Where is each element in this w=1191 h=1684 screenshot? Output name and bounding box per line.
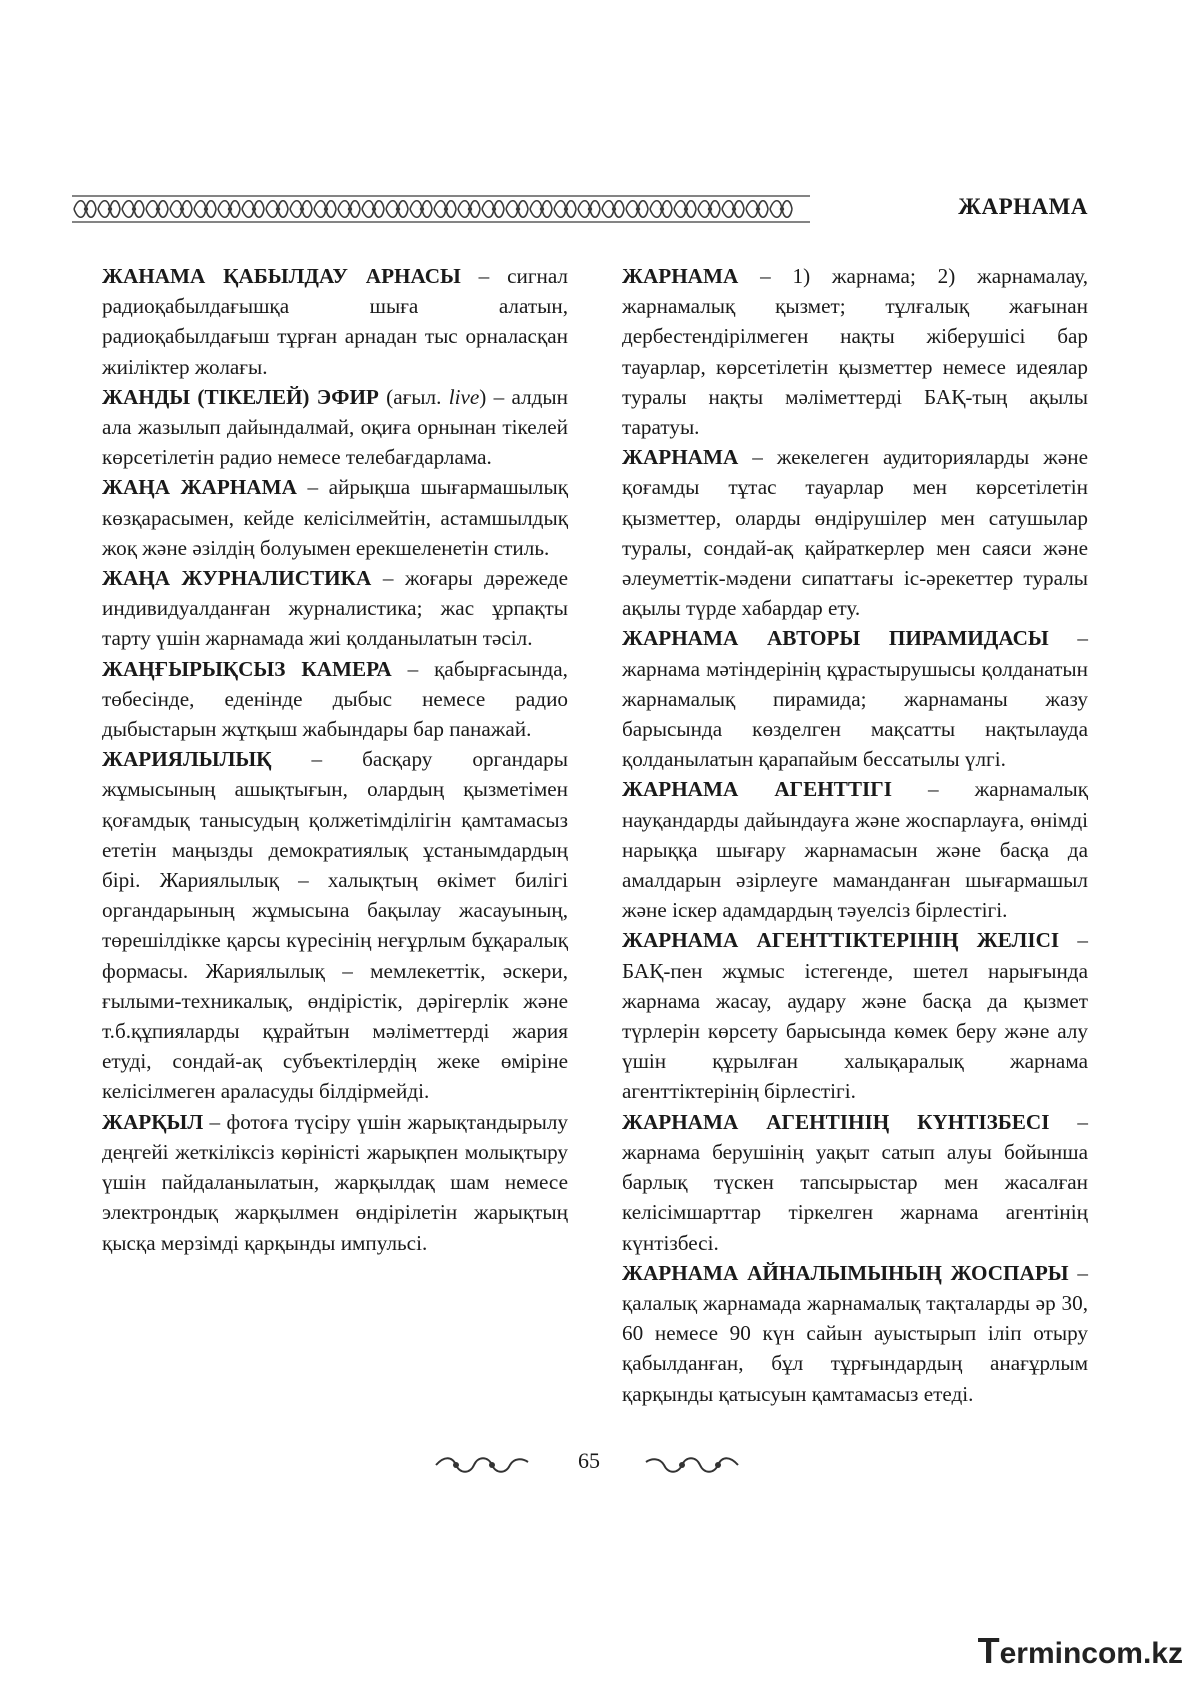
- entry-term: ЖАРНАМА АВТОРЫ ПИРАМИДАСЫ: [622, 626, 1049, 651]
- left-column: [102, 261, 568, 1409]
- ornament-motif: [146, 201, 168, 218]
- entry-definition: – басқару органдары жұмысының ашықтығын, олардың қызметімен қоғамдық танысудың қолжетімділігін қамтамасыз ететін маңызды демократиялық ұстанымдардың бірі. Жариялылық – халықтың өкімет билігі органдарының жұмысына бақылау жасауының, төрешілдікке қарсы күресінің неғұрлым бұқаралық формасы. Жариялылық – мемлекеттік, әскери, ғылыми-техникалық, өндірістік, дәрігерлік және т.б.құпияларды құрайтын мәліметтерді жария етуді, сондай-ақ субъектілердің жеке өміріне келісілмеген араласуды білдірмейді.: [102, 747, 568, 1104]
- ornament-motif: [74, 201, 96, 218]
- entry: [102, 472, 568, 563]
- entry: [102, 261, 568, 382]
- entry: [622, 774, 1088, 925]
- entry-definition: – жарнамалық науқандарды дайындауға және жоспарлауға, өнімді нарыққа шығару жарнамасын және басқа да амалдарын әзірлеуге маманданған шығармашыл және іскер адамдардың тәуелсіз бірлестігі.: [622, 777, 1088, 923]
- entry: [102, 654, 568, 745]
- ornament-motif: [314, 201, 336, 218]
- ornament-motif: [386, 201, 408, 218]
- entry-definition: – 1) жарнама; 2) жарнамалау, жарнамалық қызмет; тұлғалық жағынан дербестендірілмеген нақты жіберушісі бар тауарлар, көрсетілетін қызметтер немесе идеялар туралы нақты мәліметтерді БАҚ-тың ақылы таратуы.: [622, 264, 1088, 440]
- entry: [102, 744, 568, 1106]
- ornament-motif: [650, 201, 672, 218]
- scroll-flourish-right-icon: [642, 1452, 742, 1478]
- scroll-flourish-left-icon: [432, 1452, 532, 1478]
- entry: [102, 563, 568, 654]
- ornament-motif: [578, 201, 600, 218]
- page-number: 65: [578, 1448, 600, 1473]
- entry-definition: – айрықша шығармашылық көзқарасымен, кейде келісілмейтін, астамшылдық жоқ және әзілдің болуымен ерекшеленетін стиль.: [102, 475, 568, 560]
- entry-term: ЖАРНАМА АГЕНТТІКТЕРІНІҢ ЖЕЛІСІ: [622, 928, 1060, 953]
- ornament-motif: [122, 201, 144, 218]
- entry: [622, 261, 1088, 442]
- ornament-motif: [242, 201, 264, 218]
- ornament-motif: [338, 201, 360, 218]
- entry: [622, 925, 1088, 1106]
- entry-term: ЖАРНАМА АГЕНТІНІҢ КҮНТІЗБЕСІ: [622, 1109, 1050, 1134]
- ornament-motif: [554, 201, 576, 218]
- entry-definition: – жарнама берушінің уақыт сатып алуы бойынша барлық түскен тапсырыстар мен жасалған келісімшарттар тіркелген жарнама агентінің күнтізбесі.: [622, 1109, 1088, 1255]
- ornament-motif: [98, 201, 120, 218]
- ornament-motif: [602, 201, 624, 218]
- entry-term: ЖАҢА ЖУРНАЛИСТИКА: [102, 566, 372, 591]
- entry-definition: – сигнал радиоқабылдағышқа шыға алатын, радиоқабылдағыш тұрған арнадан тыс орналасқан жиіліктер жолағы.: [102, 264, 569, 379]
- page-header: [72, 192, 1088, 228]
- ornament-motif: [530, 201, 552, 218]
- entry-term: ЖАРНАМА АЙНАЛЫМЫНЫҢ ЖОСПАРЫ: [622, 1260, 1069, 1285]
- ornament-motif: [482, 201, 504, 218]
- page-footer: [0, 1444, 1191, 1484]
- entry: [102, 1107, 568, 1258]
- entry-term: ЖАҢА ЖАРНАМА: [102, 475, 297, 500]
- entry-note-italic: live: [448, 384, 480, 409]
- entry-definition: – фотоға түсіру үшін жарықтандырылу деңгейі жеткіліксіз көріністі жарықпен молықтыру үшін пайдаланылатын, жарқылдақ шам немесе электрондық жарқылмен өндірілетін жарықтың қысқа мерзімді қарқынды импульсі.: [102, 1109, 568, 1255]
- entry: [102, 382, 568, 473]
- entry-term: ЖАРНАМА: [622, 445, 739, 470]
- entry: [622, 623, 1088, 774]
- watermark-prefix: T: [977, 1630, 1000, 1671]
- entry-term: ЖАРНАМА: [622, 264, 739, 288]
- site-watermark: [978, 1630, 1183, 1672]
- entry-note: (ағыл.: [378, 384, 449, 409]
- ornament-motif: [626, 201, 648, 218]
- ornament-motif: [770, 201, 792, 218]
- ornament-motif: [266, 201, 288, 218]
- ornament-motif: [674, 201, 696, 218]
- entry-definition: ) – алдын ала жазылып дайындалмай, оқиға орнынан тікелей көрсетілетін радио немесе телебағдарлама.: [102, 384, 569, 470]
- entry-definition: – қабырғасында, төбесінде, еденінде дыбыс немесе радио дыбыстарын жұтқыш жабындары бар панажай.: [102, 656, 568, 742]
- ornament-motif: [434, 201, 456, 218]
- ornament-motif: [506, 201, 528, 218]
- ornament-motif: [698, 201, 720, 218]
- entry: [622, 442, 1088, 623]
- ornament-band-icon: [72, 194, 810, 224]
- ornament-motif: [410, 201, 432, 218]
- entry: [622, 1258, 1088, 1409]
- right-column: [622, 261, 1088, 1409]
- entry-term: ЖАНАМА ҚАБЫЛДАУ АРНАСЫ: [102, 264, 461, 288]
- entry: [622, 1107, 1088, 1258]
- entries-columns: [102, 261, 1088, 1409]
- section-title: ЖАРНАМА: [958, 194, 1088, 219]
- ornament-motif: [218, 201, 240, 218]
- entry-term: ЖАРНАМА АГЕНТТІГІ: [622, 777, 892, 802]
- entry-definition: – қалалық жарнамада жарнамалық тақталарды әр 30, 60 немесе 90 күн сайын ауыстырып іліп отыру қабылданған, бұл тұрғындардың анағұрлым қарқынды қатысуын қамтамасыз етеді.: [622, 1260, 1088, 1406]
- entry-definition: – БАҚ-пен жұмыс істегенде, шетел нарығында жарнама жасау, аудару және басқа да қызмет түрлерін көрсету барысында көмек беру және алу үшін құрылған халықаралық жарнама агенттіктерінің бірлестігі.: [622, 928, 1089, 1104]
- ornament-motif: [362, 201, 384, 218]
- ornament-motif: [194, 201, 216, 218]
- entry-term: ЖАҢҒЫРЫҚСЫЗ КАМЕРА: [102, 656, 392, 681]
- entry-definition: – жарнама мәтіндерінің құрастырушысы қолданатын жарнамалық пирамида; жарнаманы жазу барысында көзделген мақсатты нақтылауда қолданылатын қарапайым бессатылы үлгі.: [622, 626, 1089, 772]
- entry-definition: – жекелеген аудиторияларды және қоғамды тұтас тауарлар мен көрсетілетін қызметтер, оларды өндірушілер мен сатушылар туралы, сондай-ақ қайраткерлер мен саяси және әлеуметтік-мәдени сипаттағы іс-әрекеттер туралы ақылы түрде хабардар ету.: [622, 445, 1088, 621]
- ornament-motif: [170, 201, 192, 218]
- ornament-motif: [458, 201, 480, 218]
- ornament-motif: [746, 201, 768, 218]
- entry-term: ЖАРҚЫЛ: [102, 1109, 204, 1134]
- ornament-motif: [290, 201, 312, 218]
- watermark-rest: ermincom.kz: [999, 1637, 1183, 1670]
- entry-term: ЖАНДЫ (ТІКЕЛЕЙ) ЭФИР: [102, 384, 379, 409]
- entry-definition: – жоғары дәрежеде индивидуалданған журналистика; жас ұрпақты тарту үшін жарнамада жиі қолданылатын тәсіл.: [102, 566, 568, 651]
- ornament-motif: [722, 201, 744, 218]
- entry-term: ЖАРИЯЛЫЛЫҚ: [102, 747, 272, 772]
